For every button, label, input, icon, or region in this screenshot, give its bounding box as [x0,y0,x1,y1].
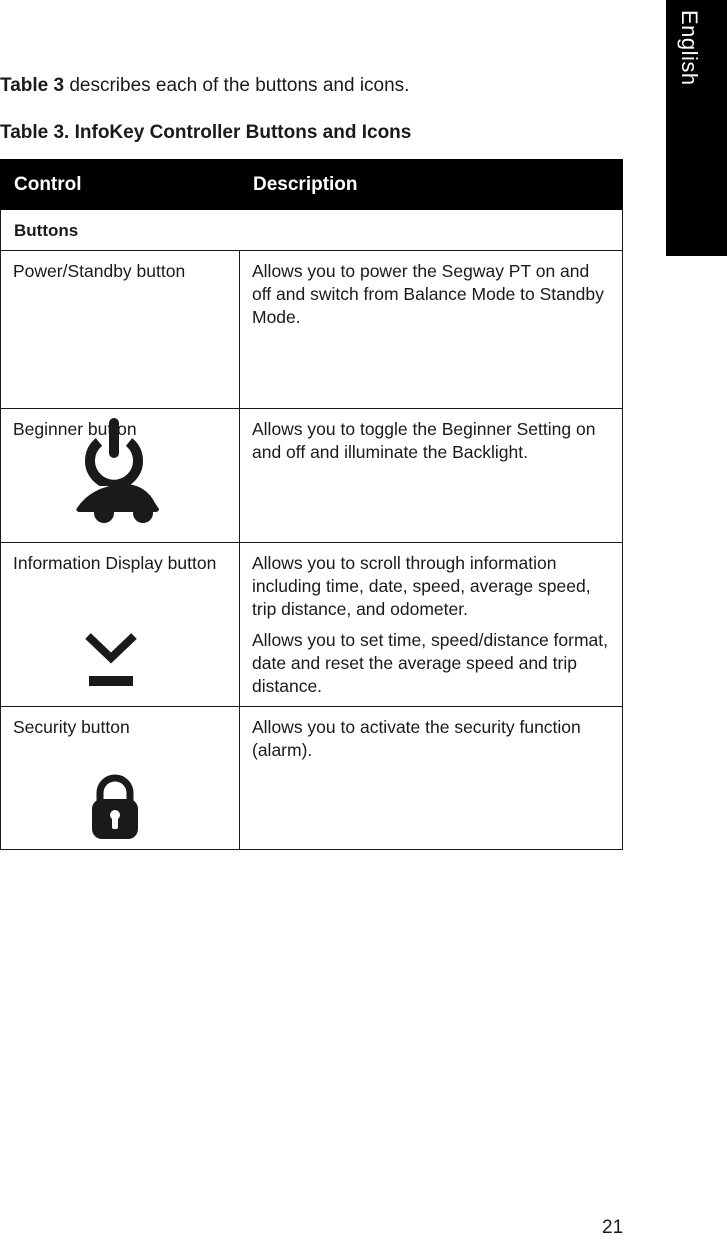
table-row [1,543,623,707]
table-row [1,251,623,409]
table-reference: Table 3 [0,75,65,96]
lock-icon [91,773,139,841]
table-caption: Table 3. InfoKey Controller Buttons and Icons [0,122,412,143]
section-row [1,210,623,251]
control-cell [1,251,240,409]
controller-buttons-table [0,159,623,850]
description-text: Allows you to toggle the Beginner Setting on and off and illuminate the Backlight. [252,419,596,462]
table-row [1,707,623,850]
section-buttons: Buttons [1,210,623,251]
description-text: Allows you to power the Segway PT on and off and switch from Balance Mode to Standby Mode. [252,261,604,327]
control-cell [1,543,240,707]
intro-text: describes each of the buttons and icons. [64,75,410,96]
control-name: Security button [13,717,130,737]
description-text: Allows you to activate the security function (alarm). [252,717,581,760]
description-cell [240,409,623,543]
table-row [1,409,623,543]
page-number: 21 [602,1217,624,1238]
table-header-row [1,160,623,210]
description-text: Allows you to scroll through information including time, date, speed, average speed, trip distance, and odometer. [252,553,591,619]
description-text: Allows you to set time, speed/distance format, date and reset the average speed and trip distance. [252,630,608,696]
description-cell [240,707,623,850]
control-cell [1,409,240,543]
control-cell [1,707,240,850]
control-name: Beginner button [13,419,137,439]
turtle-icon [73,481,161,525]
control-name: Information Display button [13,553,217,573]
intro-paragraph [0,75,409,97]
chevron-down-bar-icon [85,633,137,689]
header-description: Description [240,160,623,210]
control-name: Power/Standby button [13,261,186,281]
description-cell [240,543,623,707]
language-tab-label: English [677,10,702,86]
language-tab [666,0,727,256]
description-cell [240,251,623,409]
header-control: Control [1,160,240,210]
